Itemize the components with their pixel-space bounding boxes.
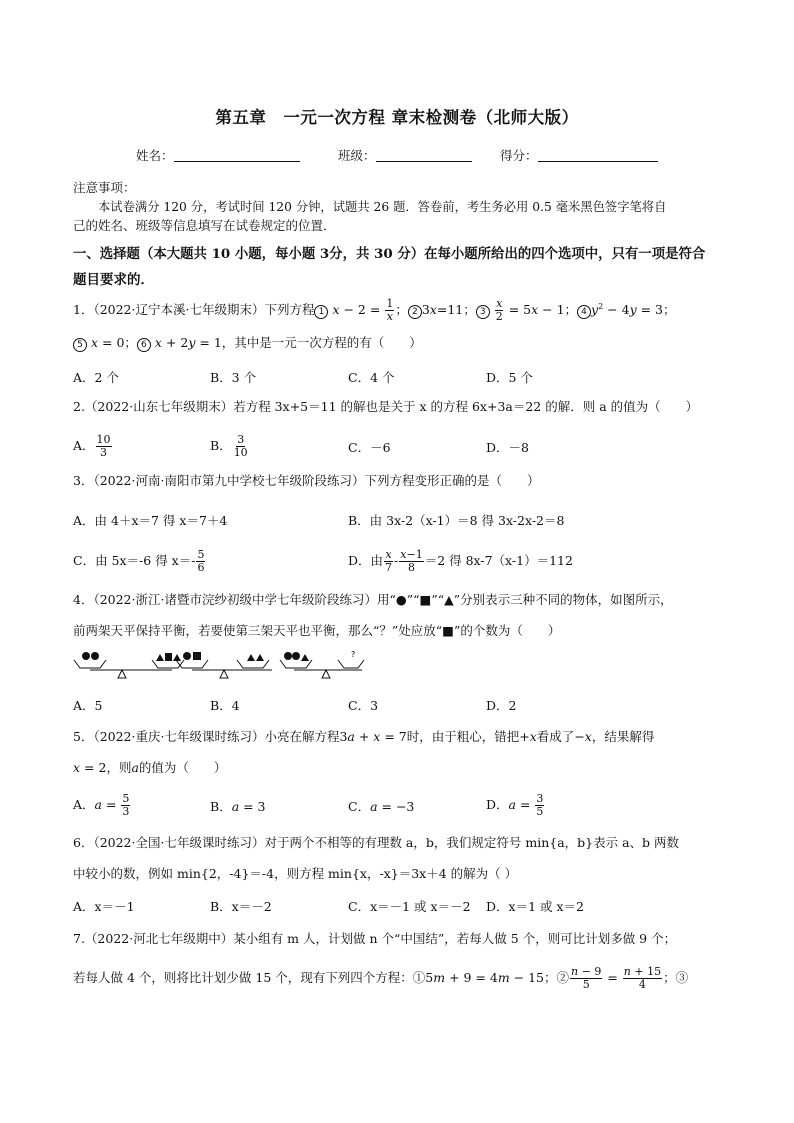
q2-option-c[interactable]: C．－6 xyxy=(348,440,391,455)
q6-option-c[interactable]: C．x＝－1 或 x＝－2 xyxy=(348,899,471,914)
q3-option-c-label: C．由 5x＝-6 得 x＝- xyxy=(73,553,196,568)
question-7-line-1: 7.（2022·河北七年级期中）某小组有 m 人，计划做 n 个“中国结”，若每人做 5 个，则可比计划多做 9 个； xyxy=(73,931,677,946)
score-label: 得分： xyxy=(500,148,538,163)
question-1-line-1: 1．（2022·辽宁本溪·七年级期末）下列方程 1 x − 2 = $\frac{1}{x}$ ； 2 3x=11； 3 $\frac{x}{2}$ = 5x − 1； 4 $y^2 - 4y = 3$； xyxy=(73,297,676,324)
q5-text-e: ，则 xyxy=(106,760,132,775)
q1-eq1-fraction: $\frac{1}{x}$ xyxy=(386,297,394,324)
q2-option-b-fraction: $\frac{3}{10}$ xyxy=(233,433,248,459)
page-title: 第五章 一元一次方程 章末检测卷（北师大版） xyxy=(215,108,579,127)
q4-option-a[interactable]: A．5 xyxy=(73,698,103,713)
q5-option-d-fraction: $\frac{3}{5}$ xyxy=(536,792,544,818)
q5-option-c-label: C． xyxy=(348,799,371,814)
q5-option-b-label: B． xyxy=(210,799,232,814)
balance-scales-figure xyxy=(72,646,372,686)
notice-line-1: 本试卷满分 120 分，考试时间 120 分钟，试题共 26 题．答卷前，考生务必用 0.5 毫米黑色签字笔将自 xyxy=(98,200,667,214)
q3-option-a[interactable]: A．由 4＋x＝7 得 x＝7＋4 xyxy=(73,513,228,528)
question-4-line-2: 前两架天平保持平衡，若要使第三架天平也平衡，那么“？”处应放“■”的个数为（ ） xyxy=(73,623,561,638)
q1-option-b[interactable]: B．3 个 xyxy=(210,370,257,385)
question-6-line-1: 6．（2022·全国·七年级课时练习）对于两个不相等的有理数 a，b，我们规定符号 min{a，b}表示 a、b 两数 xyxy=(73,835,680,850)
q2-option-a-fraction: $\frac{10}{3}$ xyxy=(96,433,111,459)
q5-text-c: 看成了 xyxy=(536,729,575,744)
q5-option-d[interactable]: D．a = $\frac{3}{5}$ xyxy=(486,792,544,818)
q4-option-b[interactable]: B．4 xyxy=(210,698,240,713)
q5-option-b[interactable]: B．a = 3 xyxy=(210,799,266,814)
notice-heading: 注意事项： xyxy=(73,180,136,195)
circled-3-icon: 3 xyxy=(476,305,490,319)
q1-tail: ，其中是一元一次方程的有（ ） xyxy=(221,335,422,350)
question-7-line-2: 若每人做 4 个，则将比计划少做 15 个，现有下列四个方程：①5m + 9 = 4m − 15；② $\frac{n - 9}{5}$ = $\frac{n + 15}{4}$ ；③ xyxy=(73,965,689,991)
q3-option-d-frac-2: $\frac{x-1}{8}$ xyxy=(400,548,423,574)
q5-option-d-label: D． xyxy=(486,797,509,812)
circled-6-icon: 6 xyxy=(137,338,151,352)
balance-3-question-mark: ? xyxy=(351,650,356,659)
q7-text-c: ；③ xyxy=(663,970,689,985)
q7-text-a: 若每人做 4 个，则将比计划少做 15 个，现有下列四个方程：① xyxy=(73,970,426,985)
q3-option-d-label: D．由 xyxy=(348,553,384,568)
q3-option-c-fraction: $\frac{5}{6}$ xyxy=(197,548,205,574)
balance-3 xyxy=(280,650,364,678)
question-5-line-1: 5．（2022·重庆·七年级课时练习）小亮在解方程3a + x = 7时，由于粗心，错把+x看成了−x，结果解得 xyxy=(73,729,655,744)
q3-option-d[interactable]: D．由 $\frac{x}{7}$ - $\frac{x-1}{8}$ ＝2 得 8x-7（x-1）＝112 xyxy=(348,548,573,574)
q1-prefix: 1．（2022·辽宁本溪·七年级期末）下列方程 xyxy=(73,302,315,318)
q5-text-a: 5．（2022·重庆·七年级课时练习）小亮在解方程 xyxy=(73,729,340,744)
circled-2-icon: 2 xyxy=(408,305,422,319)
section-heading-line-1: 一、选择题（本大题共 10 小题，每小题 3分，共 30 分）在每小题所给出的四个选项中，只有一项是符合 xyxy=(73,246,706,262)
circled-4-icon: 4 xyxy=(577,305,591,319)
q5-option-a-label: A． xyxy=(73,797,95,812)
q3-option-d-frac-1: $\frac{x}{7}$ xyxy=(385,548,393,574)
q2-option-a[interactable] xyxy=(73,428,113,464)
question-3-text: 3．（2022·河南·南阳市第九中学校七年级阶段练习）下列方程变形正确的是（ ） xyxy=(73,473,540,488)
q2-option-a-label: A． xyxy=(73,438,95,453)
name-field xyxy=(136,146,300,164)
q1-option-d[interactable]: D．5 个 xyxy=(486,370,533,385)
score-blank xyxy=(538,148,658,162)
q4-option-d[interactable]: D．2 xyxy=(486,698,517,713)
circled-5-icon: 5 xyxy=(73,338,87,352)
q7-frac-2: $\frac{n + 15}{4}$ xyxy=(623,965,662,991)
q5-option-a[interactable]: A．a = $\frac{5}{3}$ xyxy=(73,792,130,818)
q7-frac-1: $\frac{n - 9}{5}$ xyxy=(571,965,602,991)
q3-option-c[interactable] xyxy=(73,546,206,576)
q5-text-f: 的值为（ ） xyxy=(138,760,227,775)
q5-text-b: 时，由于粗心，错把 xyxy=(406,729,520,744)
q5-option-a-fraction: $\frac{5}{3}$ xyxy=(122,792,130,818)
q1-option-a[interactable]: A．2 个 xyxy=(73,370,119,385)
question-5-line-2: x = 2，则a的值为（ ） xyxy=(73,760,227,775)
class-label: 班级： xyxy=(338,148,376,163)
class-field xyxy=(338,146,472,164)
q5-text-d: ，结果解得 xyxy=(591,729,655,744)
circled-1-icon: 1 xyxy=(314,305,328,319)
notice-line-2: 己的姓名、班级等信息填写在试卷规定的位置． xyxy=(73,218,336,233)
question-4-line-1: 4．（2022·浙江·诸暨市浣纱初级中学七年级阶段练习）用“●”“■”“▲”分别表示三种不同的物体，如图所示， xyxy=(73,592,673,607)
q5-option-c[interactable]: C．a = −3 xyxy=(348,799,415,814)
name-blank xyxy=(174,148,300,162)
q2-option-b[interactable] xyxy=(210,428,250,464)
q2-option-b-label: B． xyxy=(210,438,232,453)
q4-option-c[interactable]: C．3 xyxy=(348,698,379,713)
score-field xyxy=(500,146,658,164)
q1-eq3-fraction: $\frac{x}{2}$ xyxy=(495,297,503,324)
name-label: 姓名： xyxy=(136,148,174,163)
q6-option-a[interactable]: A．x＝－1 xyxy=(73,899,135,914)
q2-option-d[interactable]: D．－8 xyxy=(486,440,529,455)
q7-text-b: ；② xyxy=(544,970,570,985)
question-6-line-2: 中较小的数，例如 min{2，-4}＝-4，则方程 min{x，-x}＝3x＋4 的解为（ ） xyxy=(73,866,518,881)
q3-option-b[interactable]: B．由 3x-2（x-1）＝8 得 3x-2x-2＝8 xyxy=(348,513,565,528)
balance-2 xyxy=(176,652,272,678)
q6-option-b[interactable]: B．x＝－2 xyxy=(210,899,272,914)
q3-option-d-tail: ＝2 得 8x-7（x-1）＝112 xyxy=(424,553,573,568)
balance-1 xyxy=(74,652,184,678)
question-2-text: 2.（2022·山东七年级期末）若方程 3x+5＝11 的解也是关于 x 的方程 6x+3a＝22 的解．则 a 的值为（ ） xyxy=(73,399,699,414)
question-1-line-2: 5 x = 0； 6 x + 2y = 1，其中是一元一次方程的有（ ） xyxy=(73,334,422,352)
q6-option-d[interactable]: D．x＝1 或 x＝2 xyxy=(486,899,584,914)
section-heading-line-2: 题目要求的． xyxy=(73,272,154,288)
class-blank xyxy=(376,148,472,162)
q1-option-c[interactable]: C．4 个 xyxy=(348,370,395,385)
